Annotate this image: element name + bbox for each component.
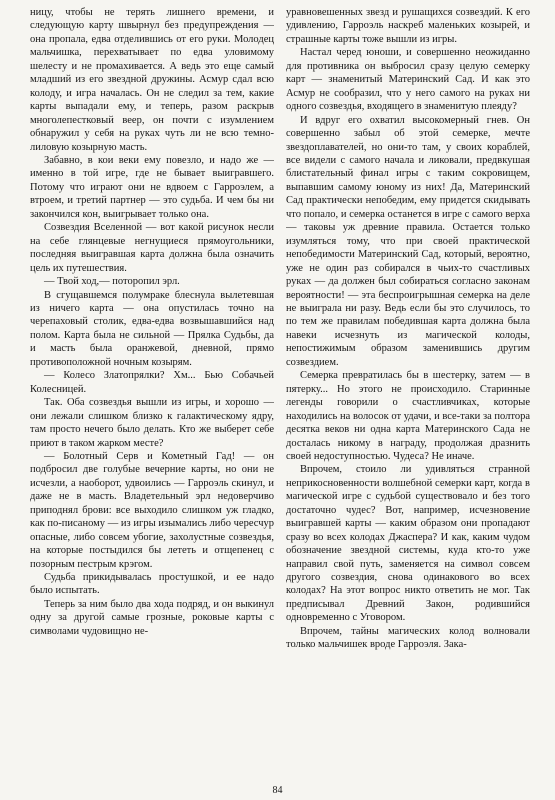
paragraph: В сгущавшемся полумраке блеснула вылетевшая из ничего карта — она опустилась точно на черепаховый столик, едва-едва возвышавшийся над полом. Карта была не сильной — Прялка Судьбы, да и масть была оранжевой, дневной, прямо противоположной ночным козырям. xyxy=(30,289,274,368)
paragraph: Семерка превратилась бы в шестерку, затем — в пятерку... Но этого не происходило. Старинные легенды говорили о счастливчиках, которые находились на волосок от удачи, и все-таки за полтора десятка веков ни одна карта Материнского Сада не досталась никому в награду, продолжая дразнить своей недоступностью. Чудеса? Не иначе. xyxy=(286,370,530,462)
paragraph: уравновешенных звезд и рушащихся созвездий. К его удивлению, Гарроэль наскреб маленьких козырей, и страшные карты тоже вышли из игры. xyxy=(286,7,530,45)
paragraph: Судьба прикидывалась простушкой, и ее надо было испытать. xyxy=(30,572,274,597)
page-number: 84 xyxy=(272,785,283,796)
paragraph: ницу, чтобы не терять лишнего времени, и следующую карту швырнул без предупреждения — она пропала, едва отделившись от его руки. Молодец мальчишка, перехватывает по едва уловимому шелесту и не промахивается. А ведь это еще самый младший из его звездной дружины. Асмур сдал всю колоду, и игра началась. Он не следил за тем, какие карты выпадали ему, и теперь, разом раскрыв многолепестковый веер, он почти с изумлением обнаружил у себя на руках чуть ли не всю темно-лиловую козырную масть. xyxy=(30,7,274,153)
paragraph: — Твой ход,— поторопил эрл. xyxy=(44,276,180,288)
paragraph: Созвездия Вселенной — вот какой рисунок несли на себе глянцевые негнущиеся прямоугольники, последняя выигравшая карта должна была означить цель их путешествия. xyxy=(30,222,274,274)
paragraph: Забавно, в кои веки ему повезло, и надо же — именно в той игре, где не бывает выигравшего. Потому что играют они не вдвоем с Гарроэлем, а втроем, и третий партнер — это судьба. И чем бы ни закончился кон, выигрывает только она. xyxy=(30,154,274,220)
paragraph: Настал черед юноши, и совершенно неожиданно для противника он выбросил сразу целую семерку карт — знаменитый Материнский Сад. И как это Асмур не сообразил, что у него самого на руках ни одного созвездья, входящего в знаменитую плеяду? xyxy=(286,47,530,113)
paragraph: — Болотный Серв и Кометный Гад! — он подбросил две голубые вечерние карты, но они не исчезли, а наоборот, удвоились — Гарроэль скинул, и даже не в масть. Владетельный эрл недоверчиво приподнял брови: все выходило слишком уж гладко, как по-писаному — из игры изымались либо чересчур опасные, либо совсем убогие, захолустные созвездья, на которые постыдился бы лететь и отщепенец с позорным пестрым крэгом. xyxy=(30,450,274,570)
right-column xyxy=(286,6,530,782)
paragraph: Впрочем, стоило ли удивляться странной неприкосновенности волшебной семерки карт, когда в магической игре с судьбой существовало и без того достаточно чудес? Вот, например, исчезновение выигравшей карты — каким образом они пропадают сразу во всех колодах Джаспера? И как, каким чудом обозначение звездной системы, куда кто-то уже направил свой путь, заменяется на символ совсем другого созвездия, снова одинакового во всех колодах? На этот вопрос никто ответить не мог. Так предписывал Древний Закон, родившийся одновременно с Уговором. xyxy=(286,464,530,624)
paragraph: Так. Оба созвездья вышли из игры, и хорошо — они лежали слишком близко к галактическому ядру, там просто нечего было делать. Кто же выберет себе приют в таком жарком месте? xyxy=(30,397,274,449)
left-column xyxy=(30,6,274,782)
paragraph: Теперь за ним было два хода подряд, и он выкинул одну за другой самые грозные, роковые карты с символами чудовищно не- xyxy=(30,598,274,637)
paragraph: Впрочем, тайны магических колод волновали только мальчишек вроде Гарроэля. Зака- xyxy=(286,625,530,651)
paragraph: — Колесо Златопрялки? Хм... Бью Собачьей Колесницей. xyxy=(30,370,274,395)
paragraph: И вдруг его охватил высокомерный гнев. Он совершенно забыл об этой семерке, мечте звездоплавателей, но они-то там, у своих кораблей, все видели с самого начала и ликовали, предвкушая блистательный финал игры с таким сокровищем, выпавшим самому юному из них! Да, Материнский Сад практически непобедим, ему придется скидывать что попало, и семерка останется в игре с самого верха — таковы уж древние правила. Остается только изумляться тому, что при своей практической непобедимости Материнский Сад, который, вероятно, уже не один раз собирался в чьих-то счастливых руках — да должен был собираться согласно законам вероятности! — эта беспроигрышная семерка на деле не выиграла ни разу. Ведь если бы это случилось, то по тем же правилам победившая карта должна была навеки исчезнуть из магической колоды, непостижимым образом заменившись другим созвездием. xyxy=(286,114,530,368)
book-page xyxy=(30,6,530,782)
